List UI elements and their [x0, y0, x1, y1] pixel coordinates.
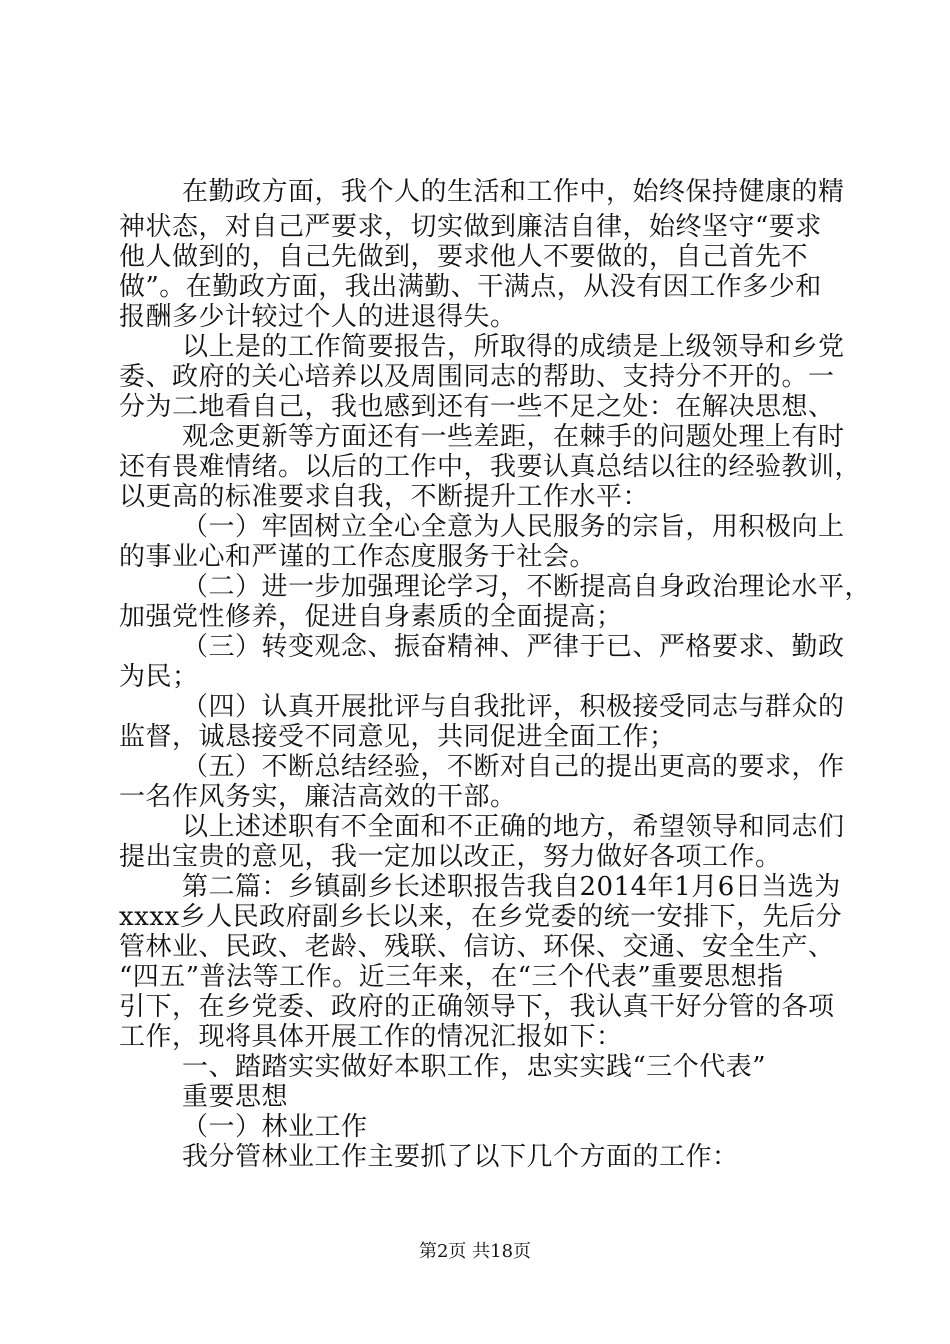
text-line: （三）转变观念、振奋精神、严律于已、严格要求、勤政 — [182, 632, 845, 662]
text-line: 引下，在乡党委、政府的正确领导下，我认真干好分管的各项 — [119, 992, 835, 1022]
subsection-heading: （一）林业工作 — [182, 1112, 368, 1142]
text-line: 观念更新等方面还有一些差距，在棘手的问题处理上有时 — [182, 422, 845, 452]
text-line: 监督，诚恳接受不同意见，共同促进全面工作； — [119, 722, 676, 752]
text-line: 报酬多少计较过个人的进退得失。 — [119, 302, 517, 332]
text-line: 为民； — [119, 662, 199, 692]
text-line: 提出宝贵的意见，我一定加以改正，努力做好各项工作。 — [119, 842, 782, 872]
text-line: 一名作风务实，廉洁高效的干部。 — [119, 782, 517, 812]
text-line: 以更高的标准要求自我，不断提升工作水平： — [119, 482, 650, 512]
text-line: 他人做到的，自己先做到，要求他人不要做的，自己首先不 — [119, 242, 809, 272]
text-line: （四）认真开展批评与自我批评，积极接受同志与群众的 — [182, 692, 845, 722]
text-line: 以上是的工作简要报告，所取得的成绩是上级领导和乡党 — [182, 332, 845, 362]
text-line: 我分管林业工作主要抓了以下几个方面的工作： — [182, 1142, 739, 1172]
text-line: （五）不断总结经验，不断对自己的提出更高的要求，作 — [182, 752, 845, 782]
text-line: 委、政府的关心培养以及周围同志的帮助、支持分不开的。一 — [119, 362, 835, 392]
text-line: 管林业、民政、老龄、残联、信访、环保、交通、安全生产、 — [119, 932, 835, 962]
text-line: 还有畏难情绪。以后的工作中，我要认真总结以往的经验教训， — [119, 452, 862, 482]
text-line: 工作，现将具体开展工作的情况汇报如下： — [119, 1022, 623, 1052]
text-line: 做”。在勤政方面，我出满勤、干满点，从没有因工作多少和 — [119, 272, 822, 302]
text-line: （二）进一步加强理论学习，不断提高自身政治理论水平， — [182, 572, 872, 602]
page-footer: 第2页 共18页 — [418, 1241, 532, 1262]
text-line: （一）牢固树立全心全意为人民服务的宗旨，用积极向上 — [182, 512, 845, 542]
section-heading: 一、踏踏实实做好本职工作，忠实实践“三个代表” — [182, 1052, 767, 1082]
section-heading: 重要思想 — [182, 1082, 289, 1112]
text-line: 神状态，对自己严要求，切实做到廉洁自律，始终坚守“要求 — [119, 212, 822, 242]
text-line: 的事业心和严谨的工作态度服务于社会。 — [119, 542, 597, 572]
text-line: 分为二地看自己，我也感到还有一些不足之处：在解决思想、 — [119, 392, 835, 422]
text-line: xxxx乡人民政府副乡长以来，在乡党委的统一安排下，先后分 — [119, 902, 843, 932]
text-line: 在勤政方面，我个人的生活和工作中，始终保持健康的精 — [182, 177, 845, 207]
text-line: 以上述述职有不全面和不正确的地方，希望领导和同志们 — [182, 812, 845, 842]
text-line: 加强党性修养，促进自身素质的全面提高； — [119, 602, 623, 632]
text-line: 第二篇：乡镇副乡长述职报告我自2014年1月6日当选为 — [182, 872, 841, 902]
text-line: “四五”普法等工作。近三年来，在“三个代表”重要思想指 — [119, 962, 784, 992]
